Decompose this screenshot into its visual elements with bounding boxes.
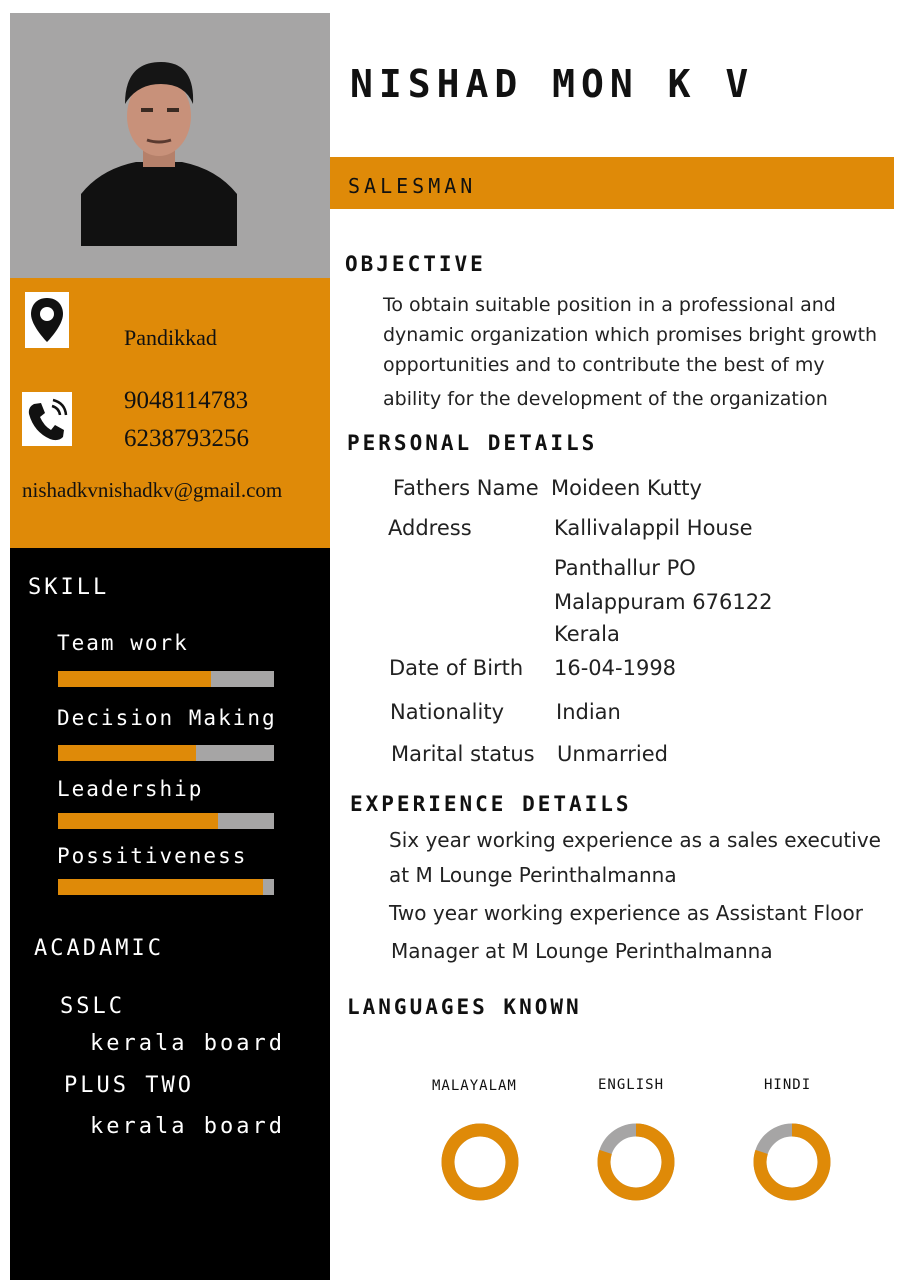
phone-icon (22, 392, 72, 446)
language-label: MALAYALAM (432, 1078, 517, 1094)
academic-item-name: SSLC (60, 994, 125, 1019)
marital-value: Unmarried (557, 742, 668, 766)
skill-label: Leadership (57, 777, 204, 801)
personal-heading: PERSONAL DETAILS (347, 431, 598, 455)
fathers-name-label: Fathers Name (393, 476, 539, 500)
nationality-value: Indian (556, 700, 621, 724)
address-line: Kallivalappil House (554, 516, 753, 540)
objective-line: ability for the development of the organization (383, 388, 828, 410)
location-text: Pandikkad (124, 325, 217, 350)
skill-bar-fill (58, 879, 263, 895)
academic-item-board: kerala board (90, 1031, 285, 1056)
phone-number-1: 9048114783 (124, 387, 249, 414)
address-line: Panthallur PO (554, 556, 696, 580)
experience-heading: EXPERIENCE DETAILS (350, 792, 632, 816)
location-icon (25, 292, 69, 348)
skill-heading: SKILL (28, 575, 110, 600)
skill-bar (58, 745, 274, 761)
profile-photo (81, 44, 237, 246)
phone-number-2: 6238793256 (124, 425, 249, 452)
dob-label: Date of Birth (389, 656, 524, 680)
objective-line: To obtain suitable position in a professional and (383, 294, 836, 316)
academic-item-name: PLUS TWO (64, 1073, 194, 1098)
skill-bar (58, 813, 274, 829)
fathers-name-value: Moideen Kutty (551, 476, 702, 500)
academic-heading: ACADAMIC (34, 936, 164, 961)
email-text: nishadkvnishadkv@gmail.com (22, 478, 283, 502)
objective-line: dynamic organization which promises bright growth (383, 324, 878, 346)
language-label: HINDI (764, 1077, 812, 1093)
language-ring (750, 1120, 834, 1204)
skill-label: Team work (57, 631, 189, 655)
languages-heading: LANGUAGES KNOWN (347, 995, 582, 1019)
skill-bar (58, 671, 274, 687)
address-line: Malappuram 676122 (554, 590, 773, 614)
address-label: Address (388, 516, 472, 540)
skill-label: Decision Making (57, 706, 277, 730)
skill-label: Possitiveness (57, 844, 248, 868)
candidate-name: NISHAD MON K V (350, 62, 755, 106)
language-ring (438, 1120, 522, 1204)
language-ring (594, 1120, 678, 1204)
skill-bar-fill (58, 671, 211, 687)
skill-bar (58, 879, 274, 895)
job-title: SALESMAN (348, 174, 477, 198)
language-ring-fill (448, 1130, 512, 1194)
objective-heading: OBJECTIVE (345, 252, 486, 276)
experience-line: Manager at M Lounge Perinthalmanna (391, 939, 773, 963)
language-label: ENGLISH (598, 1077, 665, 1093)
skill-bar-fill (58, 813, 218, 829)
skill-panel (10, 548, 330, 1280)
objective-line: opportunities and to contribute the best of my (383, 354, 825, 376)
nationality-label: Nationality (390, 700, 505, 724)
experience-line: Six year working experience as a sales executive (389, 828, 881, 852)
marital-label: Marital status (391, 742, 535, 766)
experience-line: Two year working experience as Assistant Floor (389, 901, 863, 925)
skill-bar-fill (58, 745, 196, 761)
address-line: Kerala (554, 622, 620, 646)
dob-value: 16-04-1998 (554, 656, 677, 680)
academic-item-board: kerala board (90, 1114, 285, 1139)
experience-line: at M Lounge Perinthalmanna (389, 863, 677, 887)
